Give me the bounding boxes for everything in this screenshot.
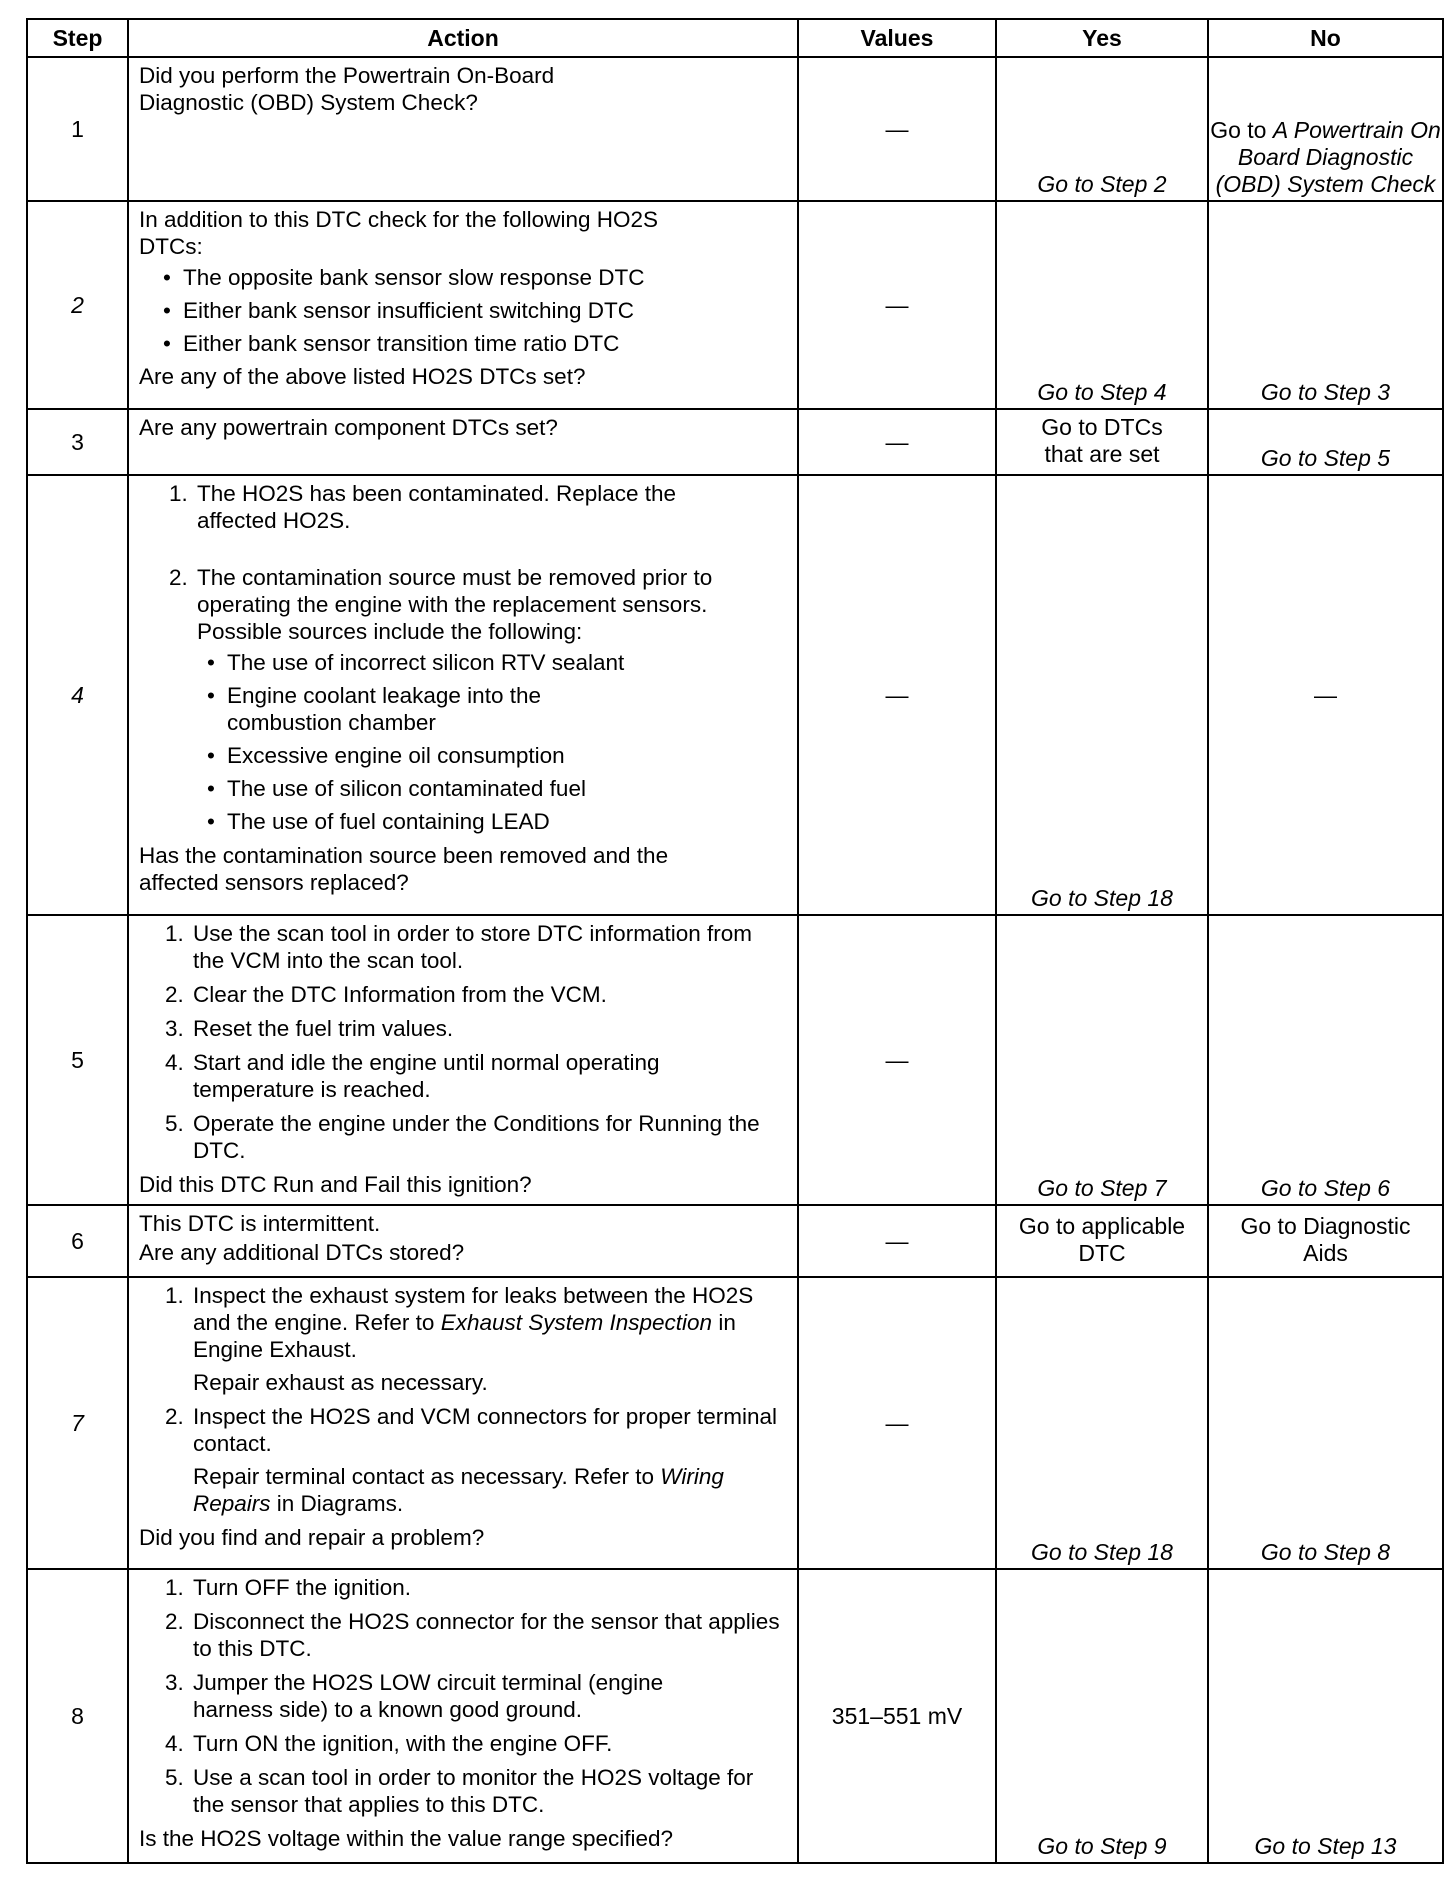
note-text — [193, 1463, 787, 1517]
action-cell — [128, 409, 798, 475]
no-cell — [1208, 57, 1443, 201]
numbered-list — [139, 1574, 787, 1818]
values-cell: — — [798, 409, 996, 475]
list-item: • Engine coolant leakage into the combustion chamber — [227, 682, 657, 736]
yes-cell: Go to Step 4 — [996, 201, 1208, 409]
yes-cell: Go to Step 2 — [996, 57, 1208, 201]
step-number: 4 — [27, 475, 128, 915]
list-item: • Excessive engine oil consumption — [227, 742, 787, 769]
diagnostic-table — [26, 18, 1444, 1864]
no-prefix: Go to — [1210, 117, 1273, 143]
step-number: 5 — [27, 915, 128, 1205]
list-item — [197, 564, 787, 835]
values-cell: — — [798, 201, 996, 409]
action-cell — [128, 201, 798, 409]
diagnostic-table-sheet — [26, 18, 1442, 1864]
table-row — [27, 1277, 1443, 1569]
values-cell: — — [798, 1277, 996, 1569]
yes-cell — [996, 1205, 1208, 1277]
list-item: • Either bank sensor insufficient switching DTC — [183, 297, 787, 324]
list-item-text: Inspect the HO2S and VCM connectors for proper terminal contact. — [193, 1404, 778, 1456]
no-cell: — — [1208, 475, 1443, 915]
values-cell: — — [798, 475, 996, 915]
numbered-list — [139, 1282, 787, 1517]
action-cell — [128, 1277, 798, 1569]
step-number: 3 — [27, 409, 128, 475]
reference-link: Exhaust System Inspection — [440, 1310, 713, 1335]
table-row — [27, 915, 1443, 1205]
header-yes: Yes — [996, 19, 1208, 57]
header-action: Action — [128, 19, 798, 57]
action-question: Did you perform the Powertrain On-Board Diagnostic (OBD) System Check? — [139, 63, 555, 115]
values-cell: — — [798, 1205, 996, 1277]
no-cell: Go to Step 5 — [1208, 409, 1443, 475]
table-row — [27, 1569, 1443, 1863]
list-item: Disconnect the HO2S connector for the sensor that applies to this DTC. — [193, 1609, 780, 1661]
action-question: Are any of the above listed HO2S DTCs set? — [139, 364, 586, 389]
yes-cell: Go to Step 18 — [996, 475, 1208, 915]
values-cell: — — [798, 915, 996, 1205]
action-question: Is the HO2S voltage within the value range specified? — [139, 1826, 674, 1851]
step-number: 1 — [27, 57, 128, 201]
list-item: Turn OFF the ignition. — [193, 1575, 412, 1600]
yes-text: Go to applicable DTC — [1018, 1213, 1186, 1266]
yes-cell: Go to Step 9 — [996, 1569, 1208, 1863]
reference-link: Wiring Repairs — [193, 1464, 724, 1516]
list-item-text: The contamination source must be removed prior to operating the engine with the replacement sensors. Possible sources include the following: — [197, 565, 713, 644]
action-cell — [128, 1569, 798, 1863]
no-cell: Go to Step 6 — [1208, 915, 1443, 1205]
action-cell — [128, 915, 798, 1205]
list-item: Clear the DTC Information from the VCM. — [193, 982, 607, 1007]
list-item-text: The HO2S has been contaminated. Replace the affected HO2S. — [197, 481, 677, 533]
yes-cell — [996, 409, 1208, 475]
list-item: • The opposite bank sensor slow response DTC — [183, 264, 787, 291]
list-item — [193, 1403, 787, 1517]
list-item: Use a scan tool in order to monitor the HO2S voltage for the sensor that applies to this DTC. — [193, 1765, 754, 1817]
list-item-text: Inspect the exhaust system for leaks between the HO2S and the engine. Refer to — [193, 1283, 754, 1335]
table-row — [27, 475, 1443, 915]
header-values: Values — [798, 19, 996, 57]
no-cell: Go to Step 13 — [1208, 1569, 1443, 1863]
action-intro: In addition to this DTC check for the following HO2S DTCs: — [139, 207, 658, 259]
no-italic: A Powertrain On Board Diagnostic (OBD) System Check — [1215, 117, 1441, 197]
action-text: This DTC is intermittent. — [139, 1211, 381, 1236]
no-cell: Go to Step 8 — [1208, 1277, 1443, 1569]
note-part: Repair terminal contact as necessary. Refer to — [193, 1464, 661, 1489]
bullet-list — [197, 649, 787, 835]
action-cell — [128, 475, 798, 915]
numbered-list — [139, 920, 787, 1164]
action-question: Has the contamination source been removed and the affected sensors replaced? — [139, 843, 669, 895]
list-item: • Either bank sensor transition time ratio DTC — [183, 330, 787, 357]
step-number: 8 — [27, 1569, 128, 1863]
list-item — [197, 480, 697, 534]
yes-text: Go to DTCs that are set — [1041, 414, 1163, 467]
note-part: in Diagrams. — [270, 1491, 404, 1516]
table-row — [27, 409, 1443, 475]
values-cell: — — [798, 57, 996, 201]
step-number: 6 — [27, 1205, 128, 1277]
action-cell — [128, 57, 798, 201]
list-item: Use the scan tool in order to store DTC information from the VCM into the scan tool. — [193, 921, 752, 973]
list-item-text: in Engine Exhaust. — [193, 1310, 736, 1362]
list-item: • The use of silicon contaminated fuel — [227, 775, 787, 802]
header-row — [27, 19, 1443, 57]
action-question: Are any powertrain component DTCs set? — [139, 415, 558, 440]
table-row — [27, 201, 1443, 409]
list-item — [193, 1282, 787, 1396]
step-number: 2 — [27, 201, 128, 409]
action-question: Are any additional DTCs stored? — [139, 1240, 465, 1265]
list-item: Jumper the HO2S LOW circuit terminal (engine harness side) to a known good ground. — [193, 1670, 664, 1722]
header-no: No — [1208, 19, 1443, 57]
yes-cell: Go to Step 18 — [996, 1277, 1208, 1569]
numbered-list — [139, 480, 787, 835]
list-item: Reset the fuel trim values. — [193, 1016, 454, 1041]
table-row — [27, 1205, 1443, 1277]
yes-cell: Go to Step 7 — [996, 915, 1208, 1205]
step-number: 7 — [27, 1277, 128, 1569]
no-text: Go to Diagnostic Aids — [1240, 1213, 1411, 1266]
note-text: Repair exhaust as necessary. — [193, 1370, 488, 1395]
list-item: Start and idle the engine until normal operating temperature is reached. — [193, 1050, 660, 1102]
action-cell — [128, 1205, 798, 1277]
list-item: • The use of incorrect silicon RTV sealant — [227, 649, 787, 676]
header-step: Step — [27, 19, 128, 57]
list-item: Operate the engine under the Conditions for Running the DTC. — [193, 1111, 760, 1163]
no-cell: Go to Step 3 — [1208, 201, 1443, 409]
action-question: Did you find and repair a problem? — [139, 1525, 485, 1550]
no-cell — [1208, 1205, 1443, 1277]
list-item: Turn ON the ignition, with the engine OFF. — [193, 1731, 613, 1756]
bullet-list — [139, 264, 787, 357]
values-cell: 351–551 mV — [798, 1569, 996, 1863]
list-item: • The use of fuel containing LEAD — [227, 808, 787, 835]
action-question: Did this DTC Run and Fail this ignition? — [139, 1172, 532, 1197]
table-row — [27, 57, 1443, 201]
